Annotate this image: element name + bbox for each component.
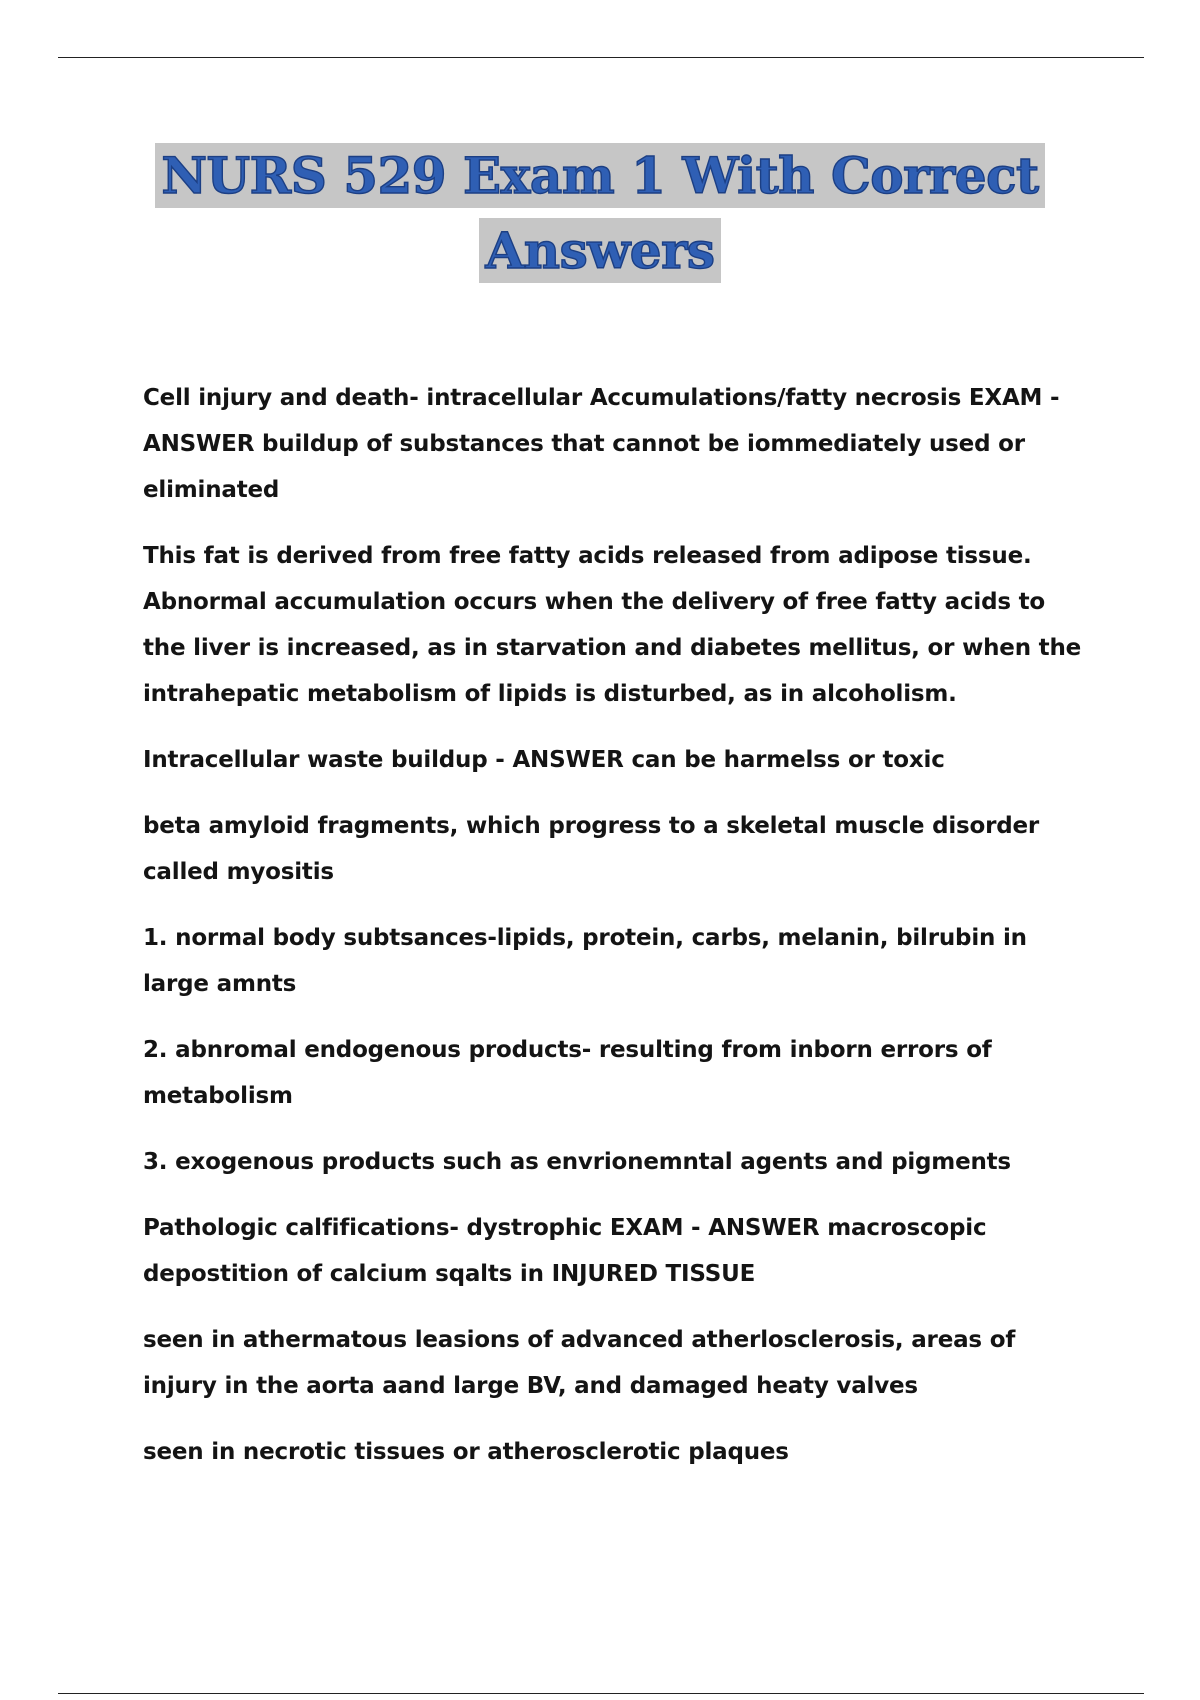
paragraph: Cell injury and death- intracellular Accumulations/fatty necrosis EXAM - ANSWER buildup of substances that cannot be iommediately used or eliminated bbox=[143, 385, 1060, 503]
title-line-2: Answers bbox=[479, 218, 720, 283]
paragraph: 1. normal body subtsances-lipids, protein, carbs, melanin, bilrubin in large amnts bbox=[143, 925, 1027, 997]
top-divider bbox=[58, 57, 1144, 58]
paragraph: seen in athermatous leasions of advanced atherlosclerosis, areas of injury in the aorta aand large BV, and damaged heaty valves bbox=[143, 1327, 1016, 1399]
bottom-divider bbox=[58, 1693, 1144, 1694]
title-line-1: NURS 529 Exam 1 With Correct bbox=[155, 143, 1044, 208]
paragraph: Pathologic calfifications- dystrophic EXAM - ANSWER macroscopic depostition of calcium sqalts in INJURED TISSUE bbox=[143, 1215, 987, 1287]
paragraph: This fat is derived from free fatty acids released from adipose tissue. Abnormal accumulation occurs when the delivery of free fatty acids to the liver is increased, as in starvation and diabetes mellitus, or when the intrahepatic metabolism of lipids is disturbed, as in alcoholism. bbox=[143, 543, 1082, 707]
document-body bbox=[143, 375, 1088, 1495]
paragraph: beta amyloid fragments, which progress to a skeletal muscle disorder called myositis bbox=[143, 813, 1040, 885]
paragraph: 3. exogenous products such as envrionemntal agents and pigments bbox=[143, 1149, 1011, 1175]
paragraph: Intracellular waste buildup - ANSWER can be harmelss or toxic bbox=[143, 747, 945, 773]
paragraph: 2. abnromal endogenous products- resulting from inborn errors of metabolism bbox=[143, 1037, 992, 1109]
document-title bbox=[0, 143, 1200, 283]
paragraph: seen in necrotic tissues or atherosclerotic plaques bbox=[143, 1439, 789, 1465]
